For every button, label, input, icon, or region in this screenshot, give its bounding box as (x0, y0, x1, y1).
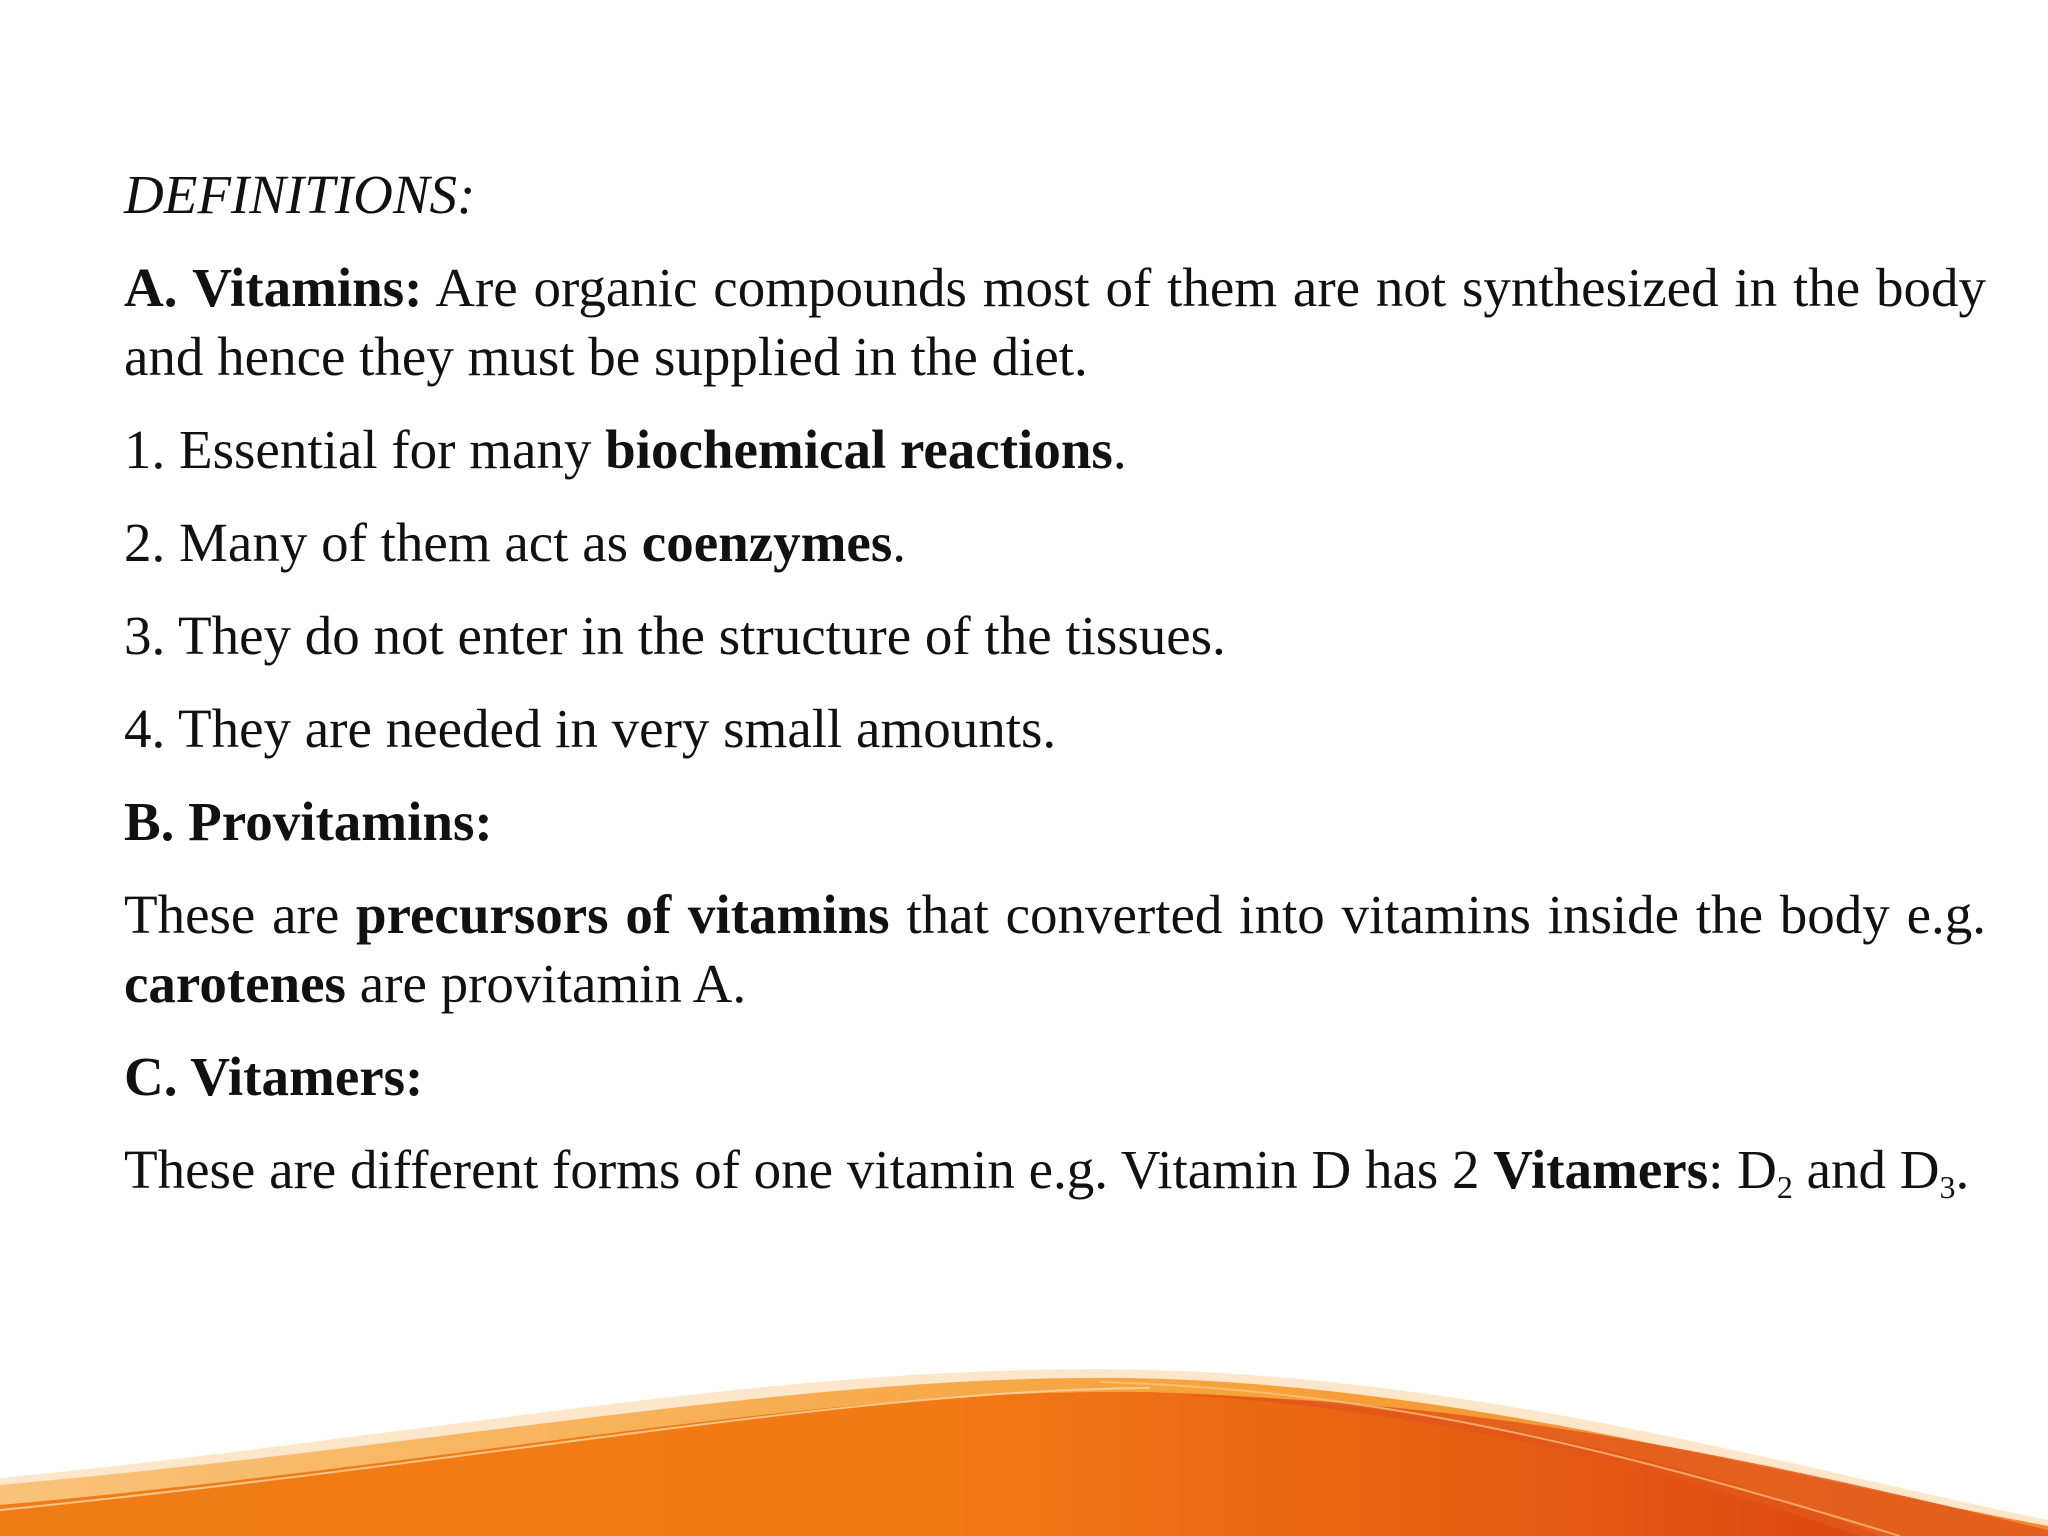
vitamins-definition (124, 253, 1986, 391)
provitamins-text-3: are provitamin A. (345, 953, 747, 1014)
vitamers-text-4: . (1955, 1139, 1970, 1200)
list-item-3-text: 3. They do not enter in the structure of the tissues. (124, 605, 1226, 666)
provitamins-text-1: These are (124, 884, 356, 945)
vitamins-label: A. Vitamins: (124, 257, 423, 318)
provitamins-definition (124, 880, 1986, 1018)
slide-body (124, 160, 1986, 1228)
vitamers-label: C. Vitamers: (124, 1046, 424, 1107)
provitamins-label: B. Provitamins: (124, 791, 493, 852)
provitamins-bold-1: precursors of vitamins (356, 884, 890, 945)
vitamers-bold: Vitamers (1493, 1139, 1709, 1200)
list-item-2-suffix: . (892, 512, 906, 573)
list-item-4-text: 4. They are needed in very small amounts. (124, 698, 1057, 759)
vitamers-text-2: : D (1708, 1139, 1777, 1200)
provitamins-text-2: that converted into vitamins inside the body e.g. (889, 884, 1986, 945)
provitamins-bold-2: carotenes (124, 953, 346, 1014)
list-item-2 (124, 508, 1986, 577)
list-item-2-text: 2. Many of them act as (124, 512, 642, 573)
list-item-2-bold: coenzymes (641, 512, 893, 573)
list-item-1-text: 1. Essential for many (124, 419, 606, 480)
list-item-1 (124, 415, 1986, 484)
vitamers-subscript-3: 3 (1939, 1169, 1956, 1205)
definitions-heading: DEFINITIONS: (124, 164, 476, 225)
provitamins-heading (124, 787, 1986, 856)
vitamins-text: Are organic compounds most of them are not synthesized in the body and hence they must be supplied in the diet. (124, 257, 1987, 387)
vitamers-definition (124, 1135, 1986, 1204)
vitamers-text-1: These are different forms of one vitamin e.g. Vitamin D has 2 (124, 1139, 1494, 1200)
list-item-4 (124, 694, 1986, 763)
list-item-1-suffix: . (1112, 419, 1127, 480)
list-item-1-bold: biochemical reactions (605, 419, 1113, 480)
vitamers-subscript-2: 2 (1776, 1169, 1793, 1205)
vitamers-text-3: and D (1792, 1139, 1940, 1200)
list-item-3 (124, 601, 1986, 670)
orange-wave-decoration (0, 1320, 2048, 1536)
vitamers-heading (124, 1042, 1986, 1111)
